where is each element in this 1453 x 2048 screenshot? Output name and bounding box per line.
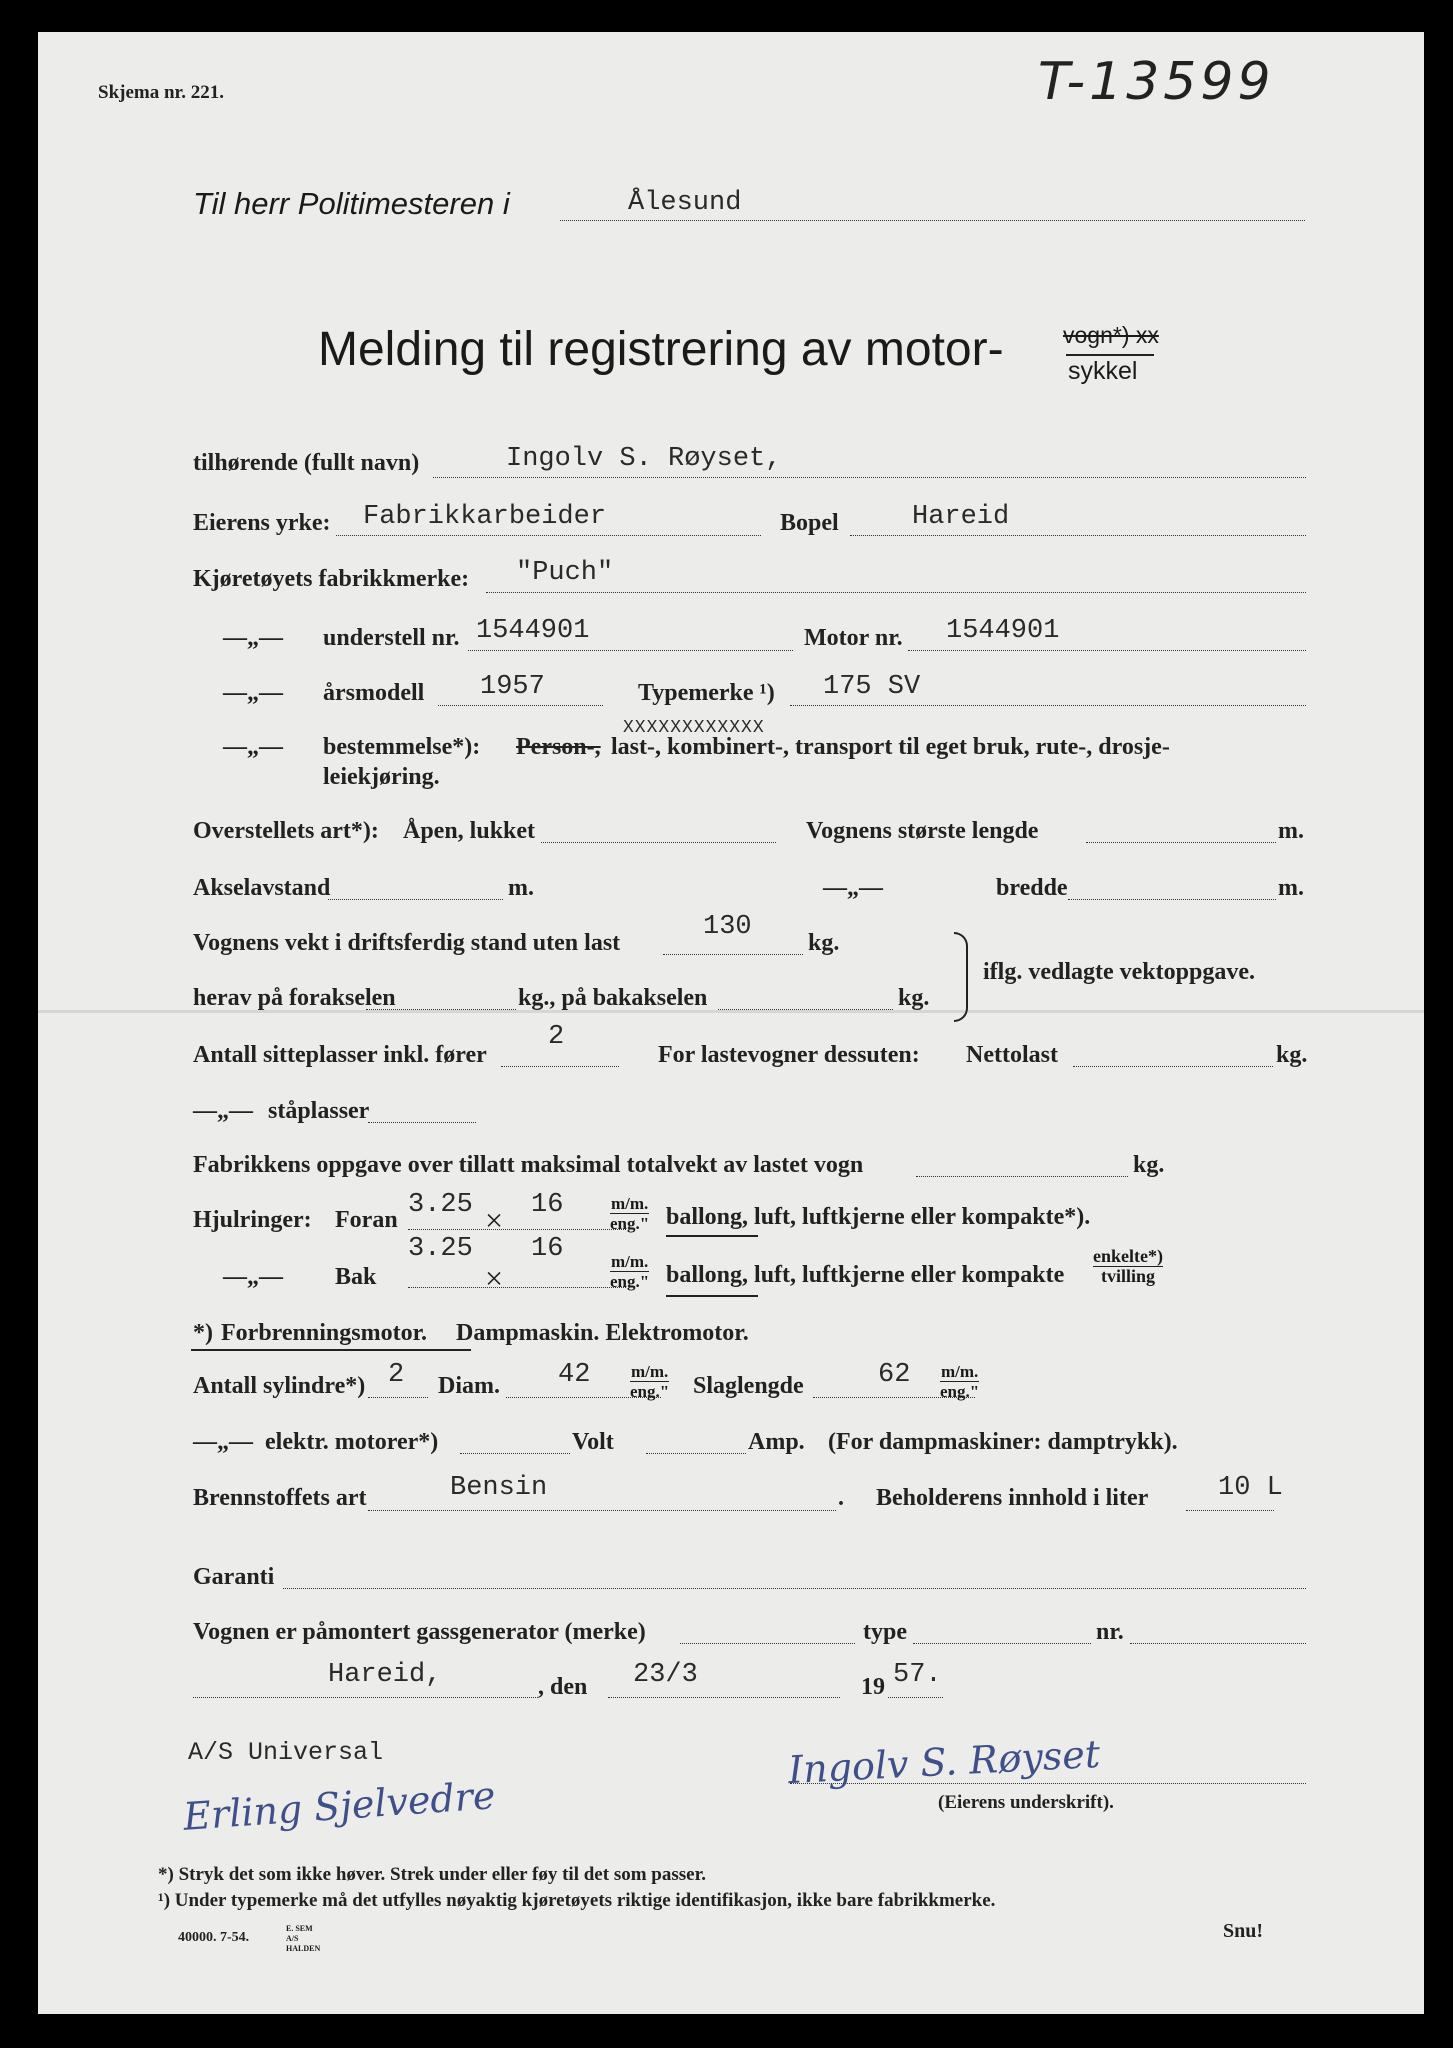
body-line	[541, 842, 776, 843]
tyres-label: Hjulringer:	[193, 1207, 312, 1233]
fuel-value[interactable]: Bensin	[450, 1473, 548, 1503]
gas-type-label: type	[863, 1619, 907, 1645]
addressee-label: Til herr Politimesteren i	[193, 186, 510, 221]
max-weight-line	[916, 1176, 1128, 1177]
dealer-signature: Erling Sjelvedre	[181, 1773, 497, 1839]
ditto-mark: —„—	[193, 1429, 253, 1455]
print-code: 40000. 7-54.	[178, 1930, 250, 1945]
type-line	[790, 705, 1306, 706]
net-load-unit: kg.	[1276, 1042, 1308, 1068]
wheelbase-label: Akselavstand	[193, 875, 331, 901]
front-axle-label: herav på forakselen	[193, 985, 396, 1011]
residence-line	[850, 535, 1306, 536]
engine-other-types: Dampmaskin. Elektromotor.	[456, 1320, 749, 1346]
engine-selected-underline	[191, 1349, 471, 1351]
ditto-mark: —„—	[223, 734, 283, 760]
rear-rim-size[interactable]: 16	[531, 1234, 564, 1264]
gas-type-line	[913, 1643, 1091, 1644]
stroke-unit-fraction: m/m. eng."	[940, 1362, 980, 1401]
engine-selected: Forbrenningsmotor.	[221, 1320, 428, 1346]
guarantee-line	[283, 1588, 1306, 1589]
front-tyre-label: Foran	[335, 1207, 398, 1233]
form-title: Melding til registrering av motor-	[318, 323, 1004, 376]
length-label: Vognens største lengde	[806, 818, 1039, 844]
width-label: bredde	[996, 875, 1068, 901]
length-line	[1086, 842, 1276, 843]
front-tyre-width[interactable]: 3.25	[408, 1190, 473, 1220]
rear-tyre-width[interactable]: 3.25	[408, 1234, 473, 1264]
owner-line	[433, 477, 1306, 478]
purpose-label: bestemmelse*):	[323, 734, 481, 760]
weight-brace	[954, 932, 968, 1022]
form-number: Skjema nr. 221.	[98, 82, 224, 103]
max-weight-unit: kg.	[1133, 1152, 1165, 1178]
wheelbase-line	[328, 899, 503, 900]
amp-line	[646, 1453, 746, 1454]
ditto-mark: —„—	[193, 1098, 253, 1124]
purpose-person: Person-,	[516, 734, 601, 760]
fuel-line	[368, 1510, 836, 1511]
front-tyre-types: ballong, luft, luftkjerne eller kompakte*).	[666, 1204, 1091, 1230]
volt-label: Volt	[572, 1429, 614, 1455]
weight-value[interactable]: 130	[703, 912, 752, 942]
chassis-line	[468, 650, 793, 651]
addressee-value[interactable]: Ålesund	[628, 188, 742, 218]
engine-types-prefix: *)	[193, 1320, 213, 1346]
rear-axle-line	[718, 1009, 893, 1010]
ditto-mark: —„—	[223, 680, 283, 706]
rear-axle-label: kg., på bakakselen	[518, 985, 708, 1011]
purpose-strike-marks: XXXXXXXXXXXX	[623, 718, 765, 738]
rear-tyre-line	[408, 1287, 626, 1288]
date-label: , den	[538, 1674, 588, 1700]
front-rim-size[interactable]: 16	[531, 1190, 564, 1220]
width-unit: m.	[1278, 875, 1304, 901]
rear-axle-unit: kg.	[898, 985, 930, 1011]
standing-line	[368, 1122, 476, 1123]
cylinders-label: Antall sylindre*)	[193, 1373, 366, 1399]
ditto-mark: —„—	[823, 875, 883, 901]
weight-unit: kg.	[808, 930, 840, 956]
guarantee-label: Garanti	[193, 1564, 275, 1590]
place-value[interactable]: Hareid,	[328, 1660, 442, 1690]
rear-ballong-underline	[666, 1295, 758, 1297]
residence-value[interactable]: Hareid	[912, 502, 1010, 532]
owner-signature-line	[790, 1783, 1306, 1784]
net-load-line	[1073, 1066, 1273, 1067]
seats-label: Antall sitteplasser inkl. fører	[193, 1042, 487, 1068]
make-value[interactable]: "Puch"	[516, 558, 614, 588]
model-year-value[interactable]: 1957	[480, 672, 545, 702]
motor-value[interactable]: 1544901	[946, 616, 1060, 646]
owner-label: tilhørende (fullt navn)	[193, 450, 420, 476]
motor-line	[908, 650, 1306, 651]
amp-label: Amp.	[748, 1429, 805, 1455]
cylinders-line	[368, 1397, 428, 1398]
year-value[interactable]: 57.	[893, 1660, 942, 1690]
rear-unit-fraction: m/m. eng."	[610, 1252, 650, 1291]
footnote-1: *) Stryk det som ikke høver. Strek under eller føy til det som passer.	[158, 1864, 707, 1885]
ditto-mark: —„—	[223, 625, 283, 651]
bore-label: Diam.	[438, 1373, 500, 1399]
tank-line	[1186, 1510, 1274, 1511]
body-label: Overstellets art*):	[193, 818, 379, 844]
date-value[interactable]: 23/3	[633, 1660, 698, 1690]
trucks-label: For lastevogner dessuten:	[658, 1042, 920, 1068]
title-fraction-line	[1066, 354, 1154, 356]
owner-value[interactable]: Ingolv S. Røyset,	[506, 444, 782, 474]
chassis-label: understell nr.	[323, 625, 460, 651]
length-unit: m.	[1278, 818, 1304, 844]
stroke-value[interactable]: 62	[878, 1360, 911, 1390]
purpose-line2: leiekjøring.	[323, 764, 440, 790]
title-selected-word: sykkel	[1068, 357, 1138, 385]
fuel-label: Brennstoffets art	[193, 1485, 367, 1511]
year-line	[888, 1697, 943, 1698]
turn-over-note: Snu!	[1223, 1920, 1264, 1942]
gas-nr-line	[1130, 1643, 1306, 1644]
occupation-label: Eierens yrke:	[193, 510, 331, 536]
wheelbase-unit: m.	[508, 875, 534, 901]
volt-line	[460, 1453, 570, 1454]
owner-signature-caption: (Eierens underskrift).	[938, 1792, 1114, 1813]
make-label: Kjøretøyets fabrikkmerke:	[193, 566, 470, 592]
gas-generator-label: Vognen er påmontert gassgenerator (merke)	[193, 1619, 646, 1645]
weight-label: Vognens vekt i driftsferdig stand uten last	[193, 930, 621, 956]
type-label: Typemerke ¹)	[638, 680, 775, 706]
rear-tyre-label: Bak	[335, 1264, 377, 1290]
ditto-mark: —„—	[223, 1264, 283, 1290]
footnote-2: ¹) Under typemerke må det utfylles nøyaktig kjøretøyets riktige identifikasjon, ikke bare fabrikkmerke.	[158, 1890, 996, 1911]
printer-mark: E. SEM A/S HALDEN	[286, 1924, 321, 1953]
tank-value[interactable]: 10 L	[1218, 1473, 1283, 1503]
front-tyre-line	[408, 1229, 626, 1230]
year-prefix: 19	[861, 1674, 885, 1700]
max-weight-label: Fabrikkens oppgave over tillatt maksimal totalvekt av lastet vogn	[193, 1152, 864, 1178]
weight-note: iflg. vedlagte vektoppgave.	[983, 959, 1255, 985]
date-line	[608, 1697, 840, 1698]
purpose-options: last-, kombinert-, transport til eget bruk, rute-, drosje-	[611, 734, 1170, 760]
motor-label: Motor nr.	[804, 625, 903, 651]
body-value: Åpen, lukket	[403, 818, 536, 844]
standing-label: ståplasser	[268, 1098, 370, 1124]
front-times-sign: ×	[485, 1202, 504, 1238]
chassis-value[interactable]: 1544901	[476, 616, 590, 646]
rear-times-sign: ×	[485, 1260, 504, 1296]
model-year-label: årsmodell	[323, 680, 425, 706]
bore-unit-fraction: m/m. eng."	[630, 1362, 670, 1401]
front-unit-fraction: m/m. eng."	[610, 1194, 650, 1233]
steam-note: (For dampmaskiner: damptrykk).	[828, 1429, 1178, 1455]
net-load-label: Nettolast	[966, 1042, 1058, 1068]
width-line	[1068, 899, 1276, 900]
residence-label: Bopel	[780, 510, 839, 536]
front-ballong-underline	[666, 1235, 758, 1237]
seats-value[interactable]: 2	[548, 1022, 565, 1052]
title-struck-word: vogn*) xx	[1063, 322, 1159, 348]
model-year-line	[438, 705, 603, 706]
owner-signature: Ingolv S. Røyset	[787, 1731, 1102, 1793]
occupation-value[interactable]: Fabrikkarbeider	[363, 502, 607, 532]
gas-generator-line	[680, 1643, 855, 1644]
stroke-label: Slaglengde	[693, 1373, 804, 1399]
place-line	[193, 1697, 538, 1698]
front-axle-line	[366, 1009, 516, 1010]
addressee-line	[560, 220, 1305, 221]
gas-nr-label: nr.	[1096, 1619, 1124, 1645]
type-value[interactable]: 175 SV	[823, 672, 921, 702]
make-line	[486, 592, 1306, 593]
occupation-line	[336, 535, 761, 536]
registration-form-sheet	[38, 32, 1424, 2014]
dealer-stamp: A/S Universal	[188, 1738, 384, 1767]
electric-label: elektr. motorer*)	[265, 1429, 439, 1455]
single-twin-fraction: enkelte*) tvilling	[1093, 1246, 1163, 1286]
cylinders-value[interactable]: 2	[388, 1360, 405, 1390]
seats-line	[501, 1066, 619, 1067]
bore-value[interactable]: 42	[558, 1360, 591, 1390]
fuel-dot: .	[838, 1485, 844, 1511]
rear-tyre-types: ballong, luft, luftkjerne eller kompakte	[666, 1262, 1065, 1288]
archive-reference: T-13599	[1038, 52, 1275, 112]
weight-line	[663, 954, 803, 955]
tank-label: Beholderens innhold i liter	[876, 1485, 1149, 1511]
